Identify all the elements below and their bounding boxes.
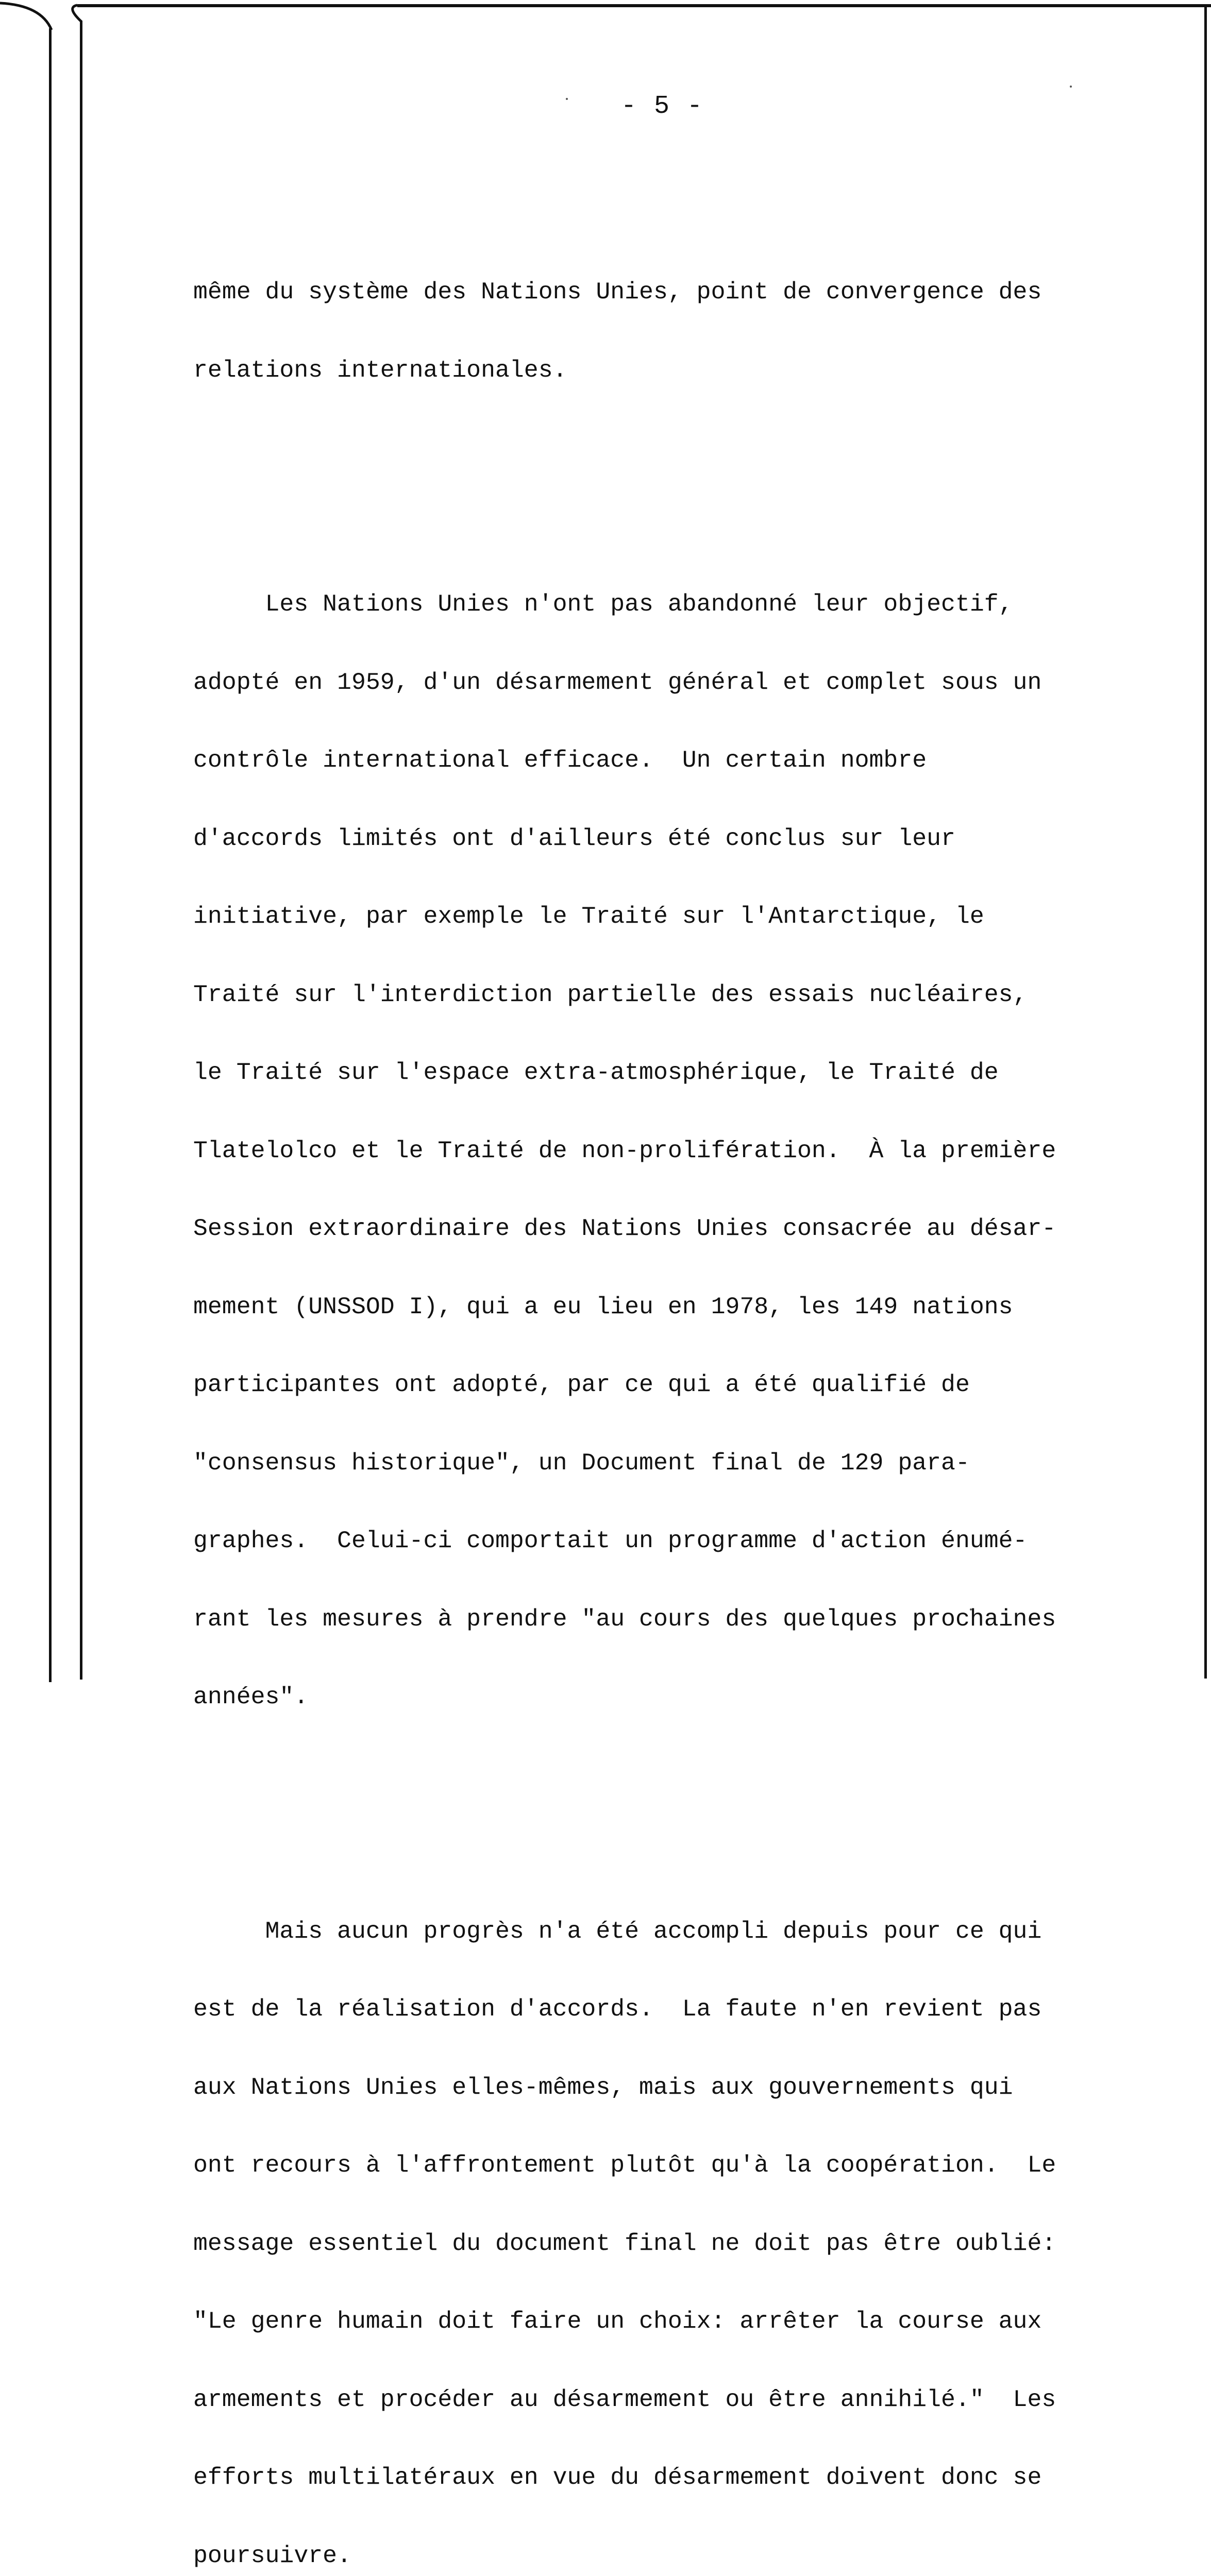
text-line: Tlatelolco et le Traité de non-prolifération. À la première [193, 1138, 1121, 1164]
scan-speck [566, 98, 568, 100]
text-line: contrôle international efficace. Un certain nombre [193, 748, 1121, 774]
text-line: adopté en 1959, d'un désarmement général et complet sous un [193, 670, 1121, 696]
document-body [193, 175, 1121, 2576]
text-line: est de la réalisation d'accords. La faute n'en revient pas [193, 1996, 1121, 2023]
text-line: relations internationales. [193, 358, 1121, 384]
binder-edge-outer [49, 28, 52, 1682]
text-line: poursuivre. [193, 2543, 1121, 2569]
text-line: le Traité sur l'espace extra-atmosphérique, le Traité de [193, 1060, 1121, 1086]
text-line: Traité sur l'interdiction partielle des essais nucléaires, [193, 982, 1121, 1008]
text-line: Mais aucun progrès n'a été accompli depuis pour ce qui [193, 1919, 1121, 1945]
text-line: Les Nations Unies n'ont pas abandonné leur objectif, [193, 591, 1121, 618]
text-line: "Le genre humain doit faire un choix: arrêter la course aux [193, 2309, 1121, 2335]
text-line: mement (UNSSOD I), qui a eu lieu en 1978, les 149 nations [193, 1294, 1121, 1320]
text-line: graphes. Celui-ci comportait un programme d'action énumé- [193, 1528, 1121, 1554]
paragraph [193, 1867, 1121, 2576]
page-number: - 5 - [621, 92, 703, 121]
page-right-border [1204, 4, 1207, 1679]
binder-edge-curve [0, 0, 88, 31]
binder-edge-inner [80, 21, 82, 1680]
text-line: même du système des Nations Unies, point de convergence des [193, 279, 1121, 306]
text-line: armements et procéder au désarmement ou être annihilé." Les [193, 2387, 1121, 2413]
paragraph [193, 227, 1121, 435]
text-line: participantes ont adopté, par ce qui a été qualifié de [193, 1372, 1121, 1398]
paragraph [193, 539, 1121, 1762]
scan-speck [1070, 86, 1072, 88]
text-line: efforts multilatéraux en vue du désarmement doivent donc se [193, 2465, 1121, 2491]
page-top-border [77, 4, 1211, 7]
text-line: initiative, par exemple le Traité sur l'Antarctique, le [193, 904, 1121, 930]
text-line: "consensus historique", un Document final de 129 para- [193, 1450, 1121, 1477]
text-line: aux Nations Unies elles-mêmes, mais aux gouvernements qui [193, 2075, 1121, 2101]
text-line: message essentiel du document final ne doit pas être oublié: [193, 2231, 1121, 2257]
text-line: ont recours à l'affrontement plutôt qu'à la coopération. Le [193, 2153, 1121, 2179]
text-line: d'accords limités ont d'ailleurs été conclus sur leur [193, 826, 1121, 852]
text-line: années". [193, 1684, 1121, 1710]
text-line: rant les mesures à prendre "au cours des quelques prochaines [193, 1606, 1121, 1633]
text-line: Session extraordinaire des Nations Unies consacrée au désar- [193, 1216, 1121, 1242]
